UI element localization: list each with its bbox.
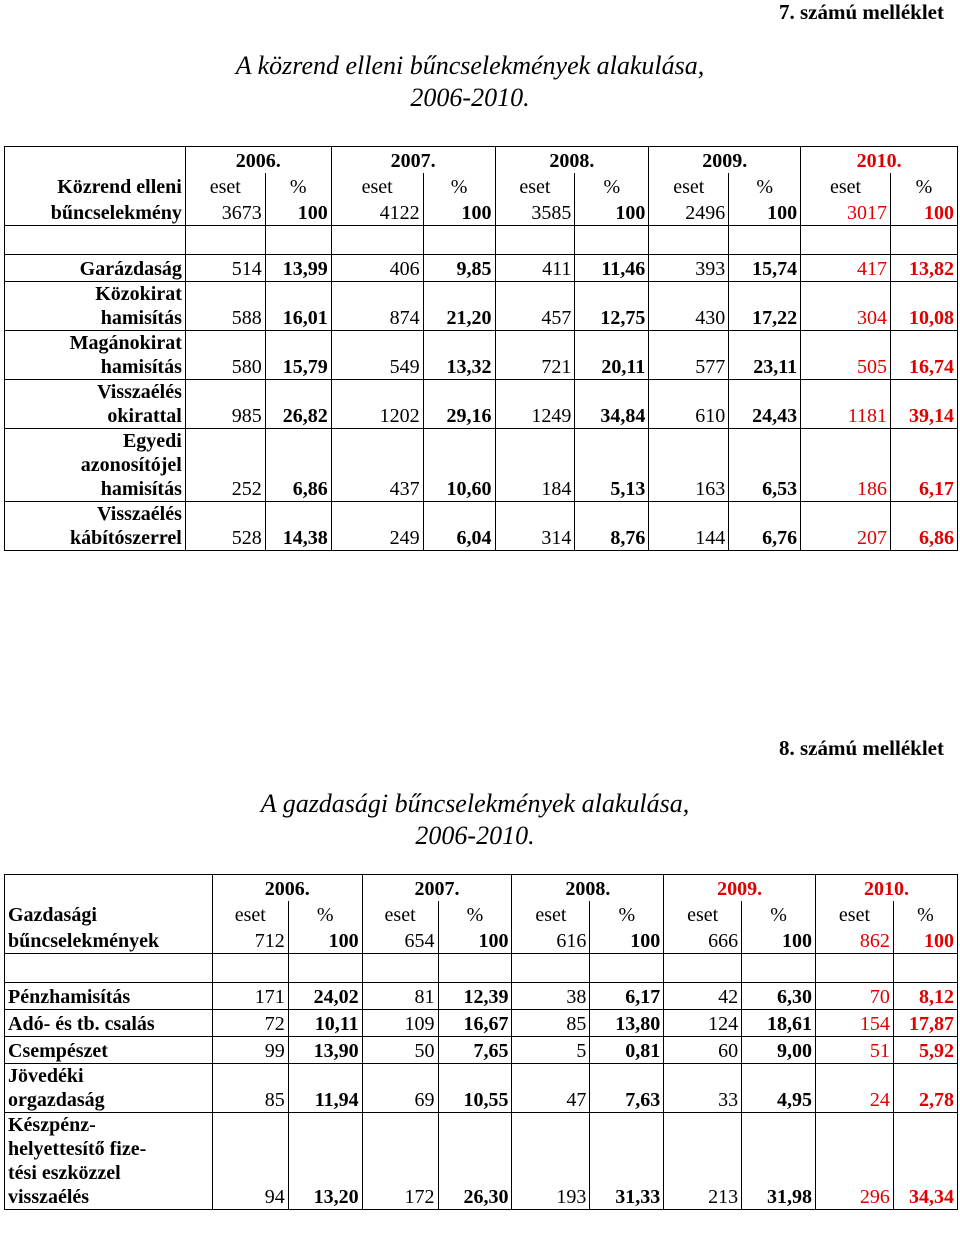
row-label-line: Jövedéki <box>8 1065 84 1087</box>
unit-eset: eset <box>185 173 265 199</box>
empty-cell <box>212 954 288 983</box>
empty-cell <box>288 954 362 983</box>
count-cell: 60 <box>664 1037 742 1064</box>
annex-label-8: 8. számú melléklet <box>778 736 944 760</box>
empty-cell <box>742 954 816 983</box>
total-count: 666 <box>664 927 742 954</box>
unit-eset: eset <box>362 901 438 927</box>
row-label-line: Pénzhamisítás <box>8 986 131 1008</box>
percent-cell: 17,22 <box>729 282 801 331</box>
count-cell: 457 <box>495 282 575 331</box>
row-label-line: visszaélés <box>8 1186 90 1208</box>
empty-cell <box>362 954 438 983</box>
year-header: 2009. <box>649 147 801 174</box>
count-cell: 69 <box>362 1064 438 1113</box>
unit-percent: % <box>575 173 649 199</box>
percent-cell: 8,76 <box>575 502 649 551</box>
count-cell: 437 <box>331 429 423 502</box>
count-cell: 1181 <box>801 380 891 429</box>
count-cell: 124 <box>664 1010 742 1037</box>
empty-cell <box>185 226 265 255</box>
percent-cell: 26,30 <box>438 1113 512 1210</box>
count-cell: 528 <box>185 502 265 551</box>
data-row <box>5 255 958 282</box>
unit-percent: % <box>423 173 495 199</box>
count-cell: 430 <box>649 282 729 331</box>
total-count: 3585 <box>495 199 575 226</box>
percent-cell: 5,92 <box>893 1037 957 1064</box>
empty-cell <box>801 226 891 255</box>
count-cell: 411 <box>495 255 575 282</box>
total-percent: 100 <box>742 927 816 954</box>
count-cell: 577 <box>649 331 729 380</box>
row-label-line: Egyedi <box>122 430 182 452</box>
unit-percent: % <box>742 901 816 927</box>
count-cell: 213 <box>664 1113 742 1210</box>
empty-cell <box>649 226 729 255</box>
percent-cell: 7,65 <box>438 1037 512 1064</box>
year-header-row <box>5 875 958 902</box>
row-label-line: Visszaélés <box>97 381 182 403</box>
economic-crimes-table <box>4 874 958 1210</box>
row-label <box>5 1037 213 1064</box>
row-label <box>5 983 213 1010</box>
count-cell: 24 <box>816 1064 894 1113</box>
count-cell: 5 <box>512 1037 590 1064</box>
empty-cell <box>729 226 801 255</box>
row-label-line: Garázdaság <box>79 258 182 280</box>
percent-cell: 6,86 <box>265 429 331 502</box>
percent-cell: 17,87 <box>893 1010 957 1037</box>
total-count: 712 <box>212 927 288 954</box>
row-label-line: Magánokirat <box>69 332 182 354</box>
percent-cell: 15,79 <box>265 331 331 380</box>
data-row <box>5 429 958 502</box>
data-row <box>5 282 958 331</box>
empty-cell <box>891 226 958 255</box>
percent-cell: 4,95 <box>742 1064 816 1113</box>
percent-cell: 2,78 <box>893 1064 957 1113</box>
data-row <box>5 1010 958 1037</box>
percent-cell: 9,00 <box>742 1037 816 1064</box>
percent-cell: 13,32 <box>423 331 495 380</box>
count-cell: 193 <box>512 1113 590 1210</box>
percent-cell: 10,60 <box>423 429 495 502</box>
percent-cell: 23,11 <box>729 331 801 380</box>
count-cell: 505 <box>801 331 891 380</box>
total-count: 654 <box>362 927 438 954</box>
empty-cell <box>495 226 575 255</box>
year-header: 2007. <box>331 147 495 174</box>
total-count: 862 <box>816 927 894 954</box>
row-label-line: orgazdaság <box>8 1089 105 1111</box>
count-cell: 186 <box>801 429 891 502</box>
year-header: 2006. <box>212 875 362 902</box>
empty-cell <box>5 226 186 255</box>
count-cell: 406 <box>331 255 423 282</box>
row-label <box>5 1010 213 1037</box>
row-label <box>5 429 186 502</box>
year-header: 2008. <box>495 147 649 174</box>
row-label-line: Közokirat <box>95 283 182 305</box>
row-label <box>5 331 186 380</box>
count-cell: 296 <box>816 1113 894 1210</box>
unit-percent: % <box>891 173 958 199</box>
year-header: 2006. <box>185 147 331 174</box>
percent-cell: 11,46 <box>575 255 649 282</box>
count-cell: 50 <box>362 1037 438 1064</box>
table2-title <box>0 788 950 852</box>
year-header-row <box>5 147 958 174</box>
count-cell: 1249 <box>495 380 575 429</box>
percent-cell: 9,85 <box>423 255 495 282</box>
percent-cell: 13,80 <box>590 1010 664 1037</box>
table-label-line2: bűncselekmények <box>5 927 213 954</box>
row-label <box>5 502 186 551</box>
separator-row <box>5 226 958 255</box>
count-cell: 154 <box>816 1010 894 1037</box>
percent-cell: 10,08 <box>891 282 958 331</box>
row-label-line: hamisítás <box>100 356 182 378</box>
data-row <box>5 331 958 380</box>
count-cell: 252 <box>185 429 265 502</box>
percent-cell: 34,34 <box>893 1113 957 1210</box>
count-cell: 99 <box>212 1037 288 1064</box>
percent-cell: 12,75 <box>575 282 649 331</box>
percent-cell: 29,16 <box>423 380 495 429</box>
row-label-line: helyettesítő fize- <box>8 1138 147 1160</box>
count-cell: 514 <box>185 255 265 282</box>
count-cell: 610 <box>649 380 729 429</box>
table1-title-line2: 2006-2010. <box>410 83 530 112</box>
year-header: 2008. <box>512 875 664 902</box>
empty-cell <box>438 954 512 983</box>
totals-row <box>5 199 958 226</box>
count-cell: 207 <box>801 502 891 551</box>
row-label-line: Visszaélés <box>97 503 182 525</box>
percent-cell: 6,30 <box>742 983 816 1010</box>
row-label <box>5 255 186 282</box>
total-percent: 100 <box>891 199 958 226</box>
count-cell: 588 <box>185 282 265 331</box>
data-row <box>5 1037 958 1064</box>
row-label-line: hamisítás <box>100 478 182 500</box>
percent-cell: 5,13 <box>575 429 649 502</box>
unit-percent: % <box>438 901 512 927</box>
count-cell: 85 <box>212 1064 288 1113</box>
total-count: 3017 <box>801 199 891 226</box>
percent-cell: 10,11 <box>288 1010 362 1037</box>
unit-eset: eset <box>331 173 423 199</box>
total-percent: 100 <box>288 927 362 954</box>
unit-header-row <box>5 173 958 199</box>
total-count: 2496 <box>649 199 729 226</box>
year-header: 2009. <box>664 875 816 902</box>
percent-cell: 16,74 <box>891 331 958 380</box>
data-row <box>5 502 958 551</box>
unit-percent: % <box>288 901 362 927</box>
count-cell: 47 <box>512 1064 590 1113</box>
annex-label-7: 7. számú melléklet <box>778 0 944 24</box>
row-label-line: hamisítás <box>100 307 182 329</box>
total-percent: 100 <box>423 199 495 226</box>
total-percent: 100 <box>575 199 649 226</box>
unit-percent: % <box>590 901 664 927</box>
empty-cell <box>5 954 213 983</box>
count-cell: 172 <box>362 1113 438 1210</box>
row-label-line: tési eszközzel <box>8 1162 121 1184</box>
count-cell: 109 <box>362 1010 438 1037</box>
total-percent: 100 <box>590 927 664 954</box>
empty-cell <box>816 954 894 983</box>
percent-cell: 24,43 <box>729 380 801 429</box>
unit-eset: eset <box>212 901 288 927</box>
unit-percent: % <box>893 901 957 927</box>
percent-cell: 8,12 <box>893 983 957 1010</box>
percent-cell: 14,38 <box>265 502 331 551</box>
row-label <box>5 1113 213 1210</box>
percent-cell: 26,82 <box>265 380 331 429</box>
count-cell: 144 <box>649 502 729 551</box>
percent-cell: 13,82 <box>891 255 958 282</box>
table-label-line1: Gazdasági <box>5 901 213 927</box>
unit-header-row <box>5 901 958 927</box>
data-row <box>5 380 958 429</box>
percent-cell: 6,53 <box>729 429 801 502</box>
table1-title-line1: A közrend elleni bűncselekmények alakulása, <box>235 51 705 80</box>
count-cell: 874 <box>331 282 423 331</box>
percent-cell: 39,14 <box>891 380 958 429</box>
empty-cell <box>265 226 331 255</box>
total-percent: 100 <box>438 927 512 954</box>
count-cell: 85 <box>512 1010 590 1037</box>
count-cell: 81 <box>362 983 438 1010</box>
table2-title-line1: A gazdasági bűncselekmények alakulása, <box>260 789 690 818</box>
separator-row <box>5 954 958 983</box>
row-label-line: Csempészet <box>8 1040 108 1062</box>
count-cell: 38 <box>512 983 590 1010</box>
unit-eset: eset <box>816 901 894 927</box>
empty-cell <box>423 226 495 255</box>
count-cell: 42 <box>664 983 742 1010</box>
count-cell: 33 <box>664 1064 742 1113</box>
total-count: 3673 <box>185 199 265 226</box>
count-cell: 417 <box>801 255 891 282</box>
row-label-line: Készpénz- <box>8 1114 96 1136</box>
unit-eset: eset <box>512 901 590 927</box>
data-row <box>5 1064 958 1113</box>
count-cell: 171 <box>212 983 288 1010</box>
total-count: 616 <box>512 927 590 954</box>
percent-cell: 21,20 <box>423 282 495 331</box>
count-cell: 314 <box>495 502 575 551</box>
empty-cell <box>512 954 590 983</box>
year-header: 2010. <box>801 147 958 174</box>
total-count: 4122 <box>331 199 423 226</box>
table2-title-line2: 2006-2010. <box>415 821 535 850</box>
empty-cell <box>575 226 649 255</box>
empty-cell <box>664 954 742 983</box>
percent-cell: 13,20 <box>288 1113 362 1210</box>
data-row <box>5 983 958 1010</box>
count-cell: 549 <box>331 331 423 380</box>
percent-cell: 16,01 <box>265 282 331 331</box>
percent-cell: 6,86 <box>891 502 958 551</box>
row-label-line: okirattal <box>107 405 182 427</box>
percent-cell: 16,67 <box>438 1010 512 1037</box>
unit-eset: eset <box>495 173 575 199</box>
year-header: 2007. <box>362 875 512 902</box>
row-label-empty <box>5 147 186 174</box>
unit-eset: eset <box>664 901 742 927</box>
row-label-line: kábítószerrel <box>70 527 182 549</box>
empty-cell <box>331 226 423 255</box>
data-row <box>5 1113 958 1210</box>
percent-cell: 0,81 <box>590 1037 664 1064</box>
percent-cell: 34,84 <box>575 380 649 429</box>
row-label <box>5 1064 213 1113</box>
percent-cell: 10,55 <box>438 1064 512 1113</box>
count-cell: 51 <box>816 1037 894 1064</box>
percent-cell: 11,94 <box>288 1064 362 1113</box>
percent-cell: 6,17 <box>891 429 958 502</box>
percent-cell: 20,11 <box>575 331 649 380</box>
year-header: 2010. <box>816 875 958 902</box>
total-percent: 100 <box>893 927 957 954</box>
percent-cell: 15,74 <box>729 255 801 282</box>
row-label <box>5 282 186 331</box>
row-label-empty <box>5 875 213 902</box>
unit-percent: % <box>729 173 801 199</box>
percent-cell: 31,98 <box>742 1113 816 1210</box>
percent-cell: 18,61 <box>742 1010 816 1037</box>
row-label-line: azonosítójel <box>80 454 182 476</box>
count-cell: 184 <box>495 429 575 502</box>
count-cell: 94 <box>212 1113 288 1210</box>
count-cell: 580 <box>185 331 265 380</box>
table-label-line1: Közrend elleni <box>5 173 186 199</box>
percent-cell: 13,90 <box>288 1037 362 1064</box>
table1-title <box>0 50 940 114</box>
percent-cell: 12,39 <box>438 983 512 1010</box>
percent-cell: 6,04 <box>423 502 495 551</box>
totals-row <box>5 927 958 954</box>
count-cell: 163 <box>649 429 729 502</box>
count-cell: 393 <box>649 255 729 282</box>
count-cell: 72 <box>212 1010 288 1037</box>
row-label <box>5 380 186 429</box>
unit-eset: eset <box>649 173 729 199</box>
count-cell: 249 <box>331 502 423 551</box>
percent-cell: 7,63 <box>590 1064 664 1113</box>
count-cell: 70 <box>816 983 894 1010</box>
percent-cell: 24,02 <box>288 983 362 1010</box>
count-cell: 304 <box>801 282 891 331</box>
unit-eset: eset <box>801 173 891 199</box>
percent-cell: 6,76 <box>729 502 801 551</box>
percent-cell: 6,17 <box>590 983 664 1010</box>
percent-cell: 31,33 <box>590 1113 664 1210</box>
unit-percent: % <box>265 173 331 199</box>
empty-cell <box>590 954 664 983</box>
table-label-line2: bűncselekmény <box>5 199 186 226</box>
public-order-crimes-table <box>4 146 958 551</box>
count-cell: 985 <box>185 380 265 429</box>
count-cell: 721 <box>495 331 575 380</box>
total-percent: 100 <box>265 199 331 226</box>
row-label-line: Adó- és tb. csalás <box>8 1013 155 1035</box>
percent-cell: 13,99 <box>265 255 331 282</box>
count-cell: 1202 <box>331 380 423 429</box>
empty-cell <box>893 954 957 983</box>
total-percent: 100 <box>729 199 801 226</box>
